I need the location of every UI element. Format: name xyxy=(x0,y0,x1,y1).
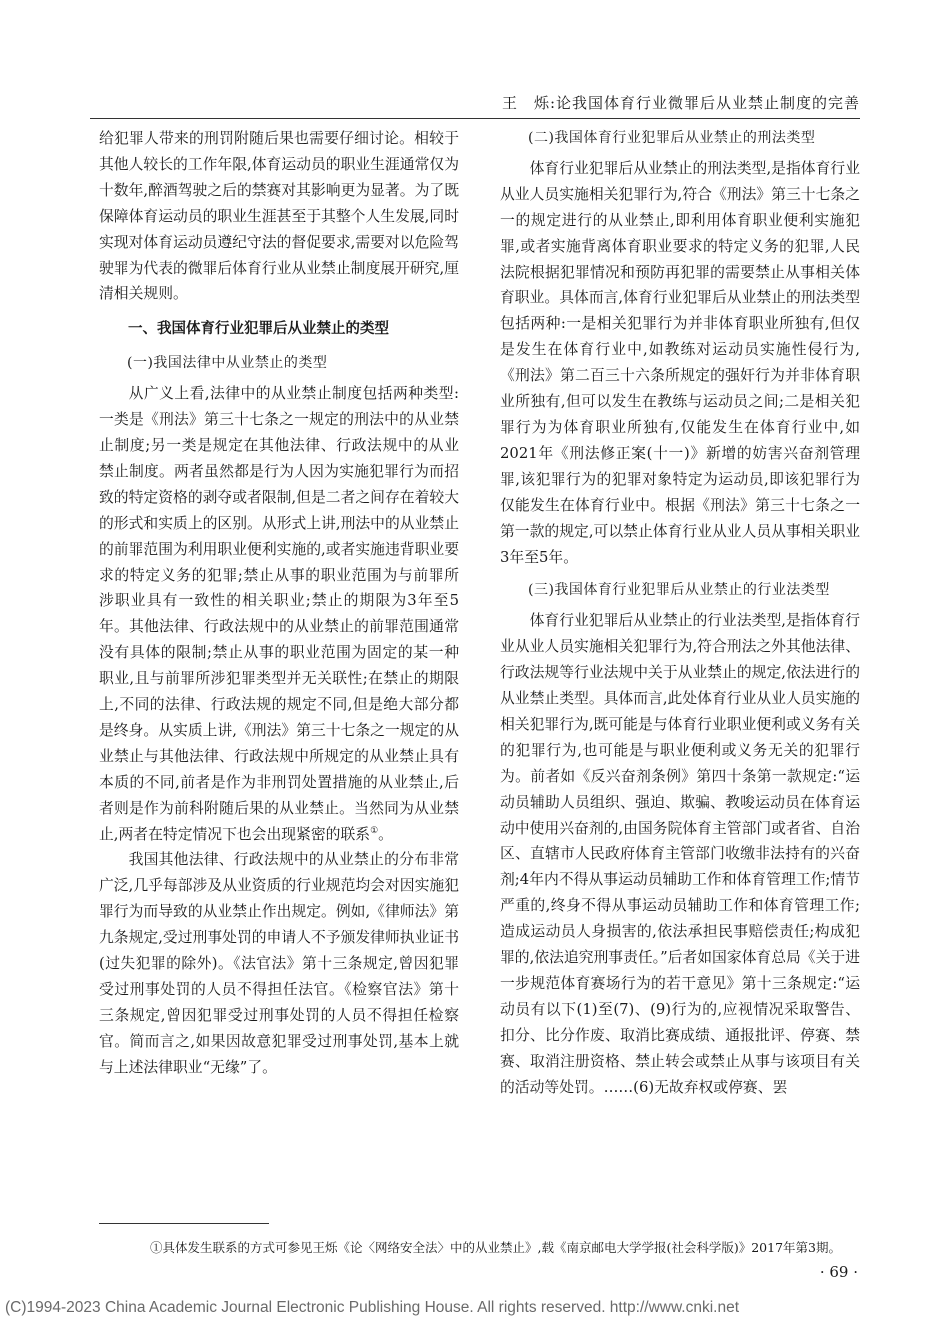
page-number: · 69 · xyxy=(819,1263,858,1281)
subsection-heading-2: (二)我国体育行业犯罪后从业禁止的刑法类型 xyxy=(528,130,816,146)
section-heading: 一、我国体育行业犯罪后从业禁止的类型 xyxy=(128,321,389,338)
running-header: 王 烁:论我国体育行业微罪后从业禁止制度的完善 xyxy=(501,94,860,112)
header-divider xyxy=(90,118,860,119)
footnote-divider xyxy=(99,1223,269,1224)
paragraph-4: 体育行业犯罪后从业禁止的刑法类型,是指体育行业从业人员实施相关犯罪行为,符合《刑法》第三十七条之一的规定进行的从业禁止,即利用体育职业便利实施犯罪,或者实施背离体育职业要求的特定义务的犯罪,人民法院根据犯罪情况和预防再犯罪的需要禁止从事相关体育职业。具体而言,体育行业犯罪后从业禁止的刑法类型包括两种:一是相关犯罪行为并非体育职业所独有,但仅是发生在体育行业中,如教练对运动员实施性侵行为,《刑法》第二百三十六条所规定的强奸行为并非体育职业所独有,但可以发生在教练与运动员之间;二是相关犯罪行为为体育职业所独有,仅能发生在体育行业中,如2021年《刑法修正案(十一)》新增的妨害兴奋剂管理罪,该犯罪行为的犯罪对象特定为运动员,即该犯罪行为仅能发生在体育行业中。根据《刑法》第三十七条之一第一款的规定,可以禁止体育行业从业人员从事相关职业3年至5年。 xyxy=(500,159,860,566)
left-column xyxy=(99,126,459,1081)
subsection-heading-3: (三)我国体育行业犯罪后从业禁止的行业法类型 xyxy=(528,582,830,599)
paragraph-2: 从广义上看,法律中的从业禁止制度包括两种类型:一类是《刑法》第三十七条之一规定的刑法中的从业禁止制度;另一类是规定在其他法律、行政法规中的从业禁止制度。两者虽然都是行为人因为实施犯罪行为而招致的特定资格的剥夺或者限制,但是二者之间存在着较大的形式和实质上的区别。从形式上讲,刑法中的从业禁止的前罪范围为利用职业便利实施的,或者实施违背职业要求的特定义务的犯罪;禁止从事的职业范围为与前罪所涉职业具有一致性的相关职业;禁止的期限为3年至5年。其他法律、行政法规中的从业禁止的前罪范围通常没有具体的限制;禁止从事的职业范围为固定的某一种职业,且与前罪所涉犯罪类型并无关联性;在禁止的期限上,不同的法律、行政法规的规定不同,但是绝大部分都是终身。从实质上讲,《刑法》第三十七条之一规定的从业禁止与其他法律、行政法规中所规定的从业禁止具有本质的不同,前者是作为非刑罚处置措施的从业禁止,后者则是作为前科附随后果的从业禁止。当然同为从业禁止,两者在特定情况下也会出现紧密的联系①。 xyxy=(99,385,459,843)
subsection-heading-1: (一)我国法律中从业禁止的类型 xyxy=(127,355,328,372)
footnote: ①具体发生联系的方式可参见王烁《论〈网络安全法〉中的从业禁止》,载《南京邮电大学学报(社会科学版)》2017年第3期。 xyxy=(150,1240,841,1255)
paragraph-1: 给犯罪人带来的刑罚附随后果也需要仔细讨论。相较于其他人较长的工作年限,体育运动员的职业生涯通常仅为十数年,醉酒驾驶之后的禁赛对其影响更为显著。为了既保障体育运动员的职业生涯甚至于其整个人生发展,同时实现对体育运动员遵纪守法的督促要求,需要对以危险驾驶罪为代表的微罪后体育行业从业禁止制度展开研究,厘清相关规则。 xyxy=(99,130,459,303)
right-column xyxy=(500,126,860,1101)
paragraph-5: 体育行业犯罪后从业禁止的行业法类型,是指体育行业从业人员实施相关犯罪行为,符合刑法之外其他法律、行政法规等行业法规中关于从业禁止的规定,依法进行的从业禁止类型。具体而言,此处体育行业从业人员实施的相关犯罪行为,既可能是与体育行业职业便利或义务有关的犯罪行为,也可能是与职业便利或义务无关的犯罪行为。前者如《反兴奋剂条例》第四十条第一款规定:“运动员辅助人员组织、强迫、欺骗、教唆运动员在体育运动中使用兴奋剂的,由国务院体育主管部门或者省、自治区、直辖市人民政府体育主管部门收缴非法持有的兴奋剂;4年内不得从事运动员辅助工作和体育管理工作;情节严重的,终身不得从事运动员辅助工作和体育管理工作;造成运动员人身损害的,依法承担民事赔偿责任;构成犯罪的,依法追究刑事责任。”后者如国家体育总局《关于进一步规范体育赛场行为的若干意见》第十三条规定:“运动员有以下(1)至(7)、(9)行为的,应视情况采取警告、扣分、比分作废、取消比赛成绩、通报批评、停赛、禁赛、取消注册资格、禁止转会或禁止从事与该项目有关的活动等处罚。……(6)无故弃权或停赛、罢 xyxy=(500,612,860,1096)
paragraph-3: 我国其他法律、行政法规中的从业禁止的分布非常广泛,几乎每部涉及从业资质的行业规范均会对因实施犯罪行为而导致的从业禁止作出规定。例如,《律师法》第九条规定,受过刑事处罚的申请人不予颁发律师执业证书(过失犯罪的除外)。《法官法》第十三条规定,曾因犯罪受过刑事处罚的人员不得担任法官。《检察官法》第十三条规定,曾因犯罪受过刑事处罚的人员不得担任检察官。简而言之,如果因故意犯罪受过刑事处罚,基本上就与上述法律职业“无缘”了。 xyxy=(99,851,459,1076)
paragraph-2-text: 从广义上看,法律中的从业禁止制度包括两种类型:一类是《刑法》第三十七条之一规定的刑法中的从业禁止制度;另一类是规定在其他法律、行政法规中的从业禁止制度。两者虽然都是行为人因为实施犯罪行为而招致的特定资格的剥夺或者限制,但是二者之间存在着较大的形式和实质上的区别。从形式上讲,刑法中的从业禁止的前罪范围为利用职业便利实施的,或者实施违背职业要求的特定义务的犯罪;禁止从事的职业范围为与前罪所涉职业具有一致性的相关职业;禁止的期限为3年至5年。其他法律、行政法规中的从业禁止的前罪范围通常没有具体的限制;禁止从事的职业范围为固定的某一种职业,且与前罪所涉犯罪类型并无关联性;在禁止的期限上,不同的法律、行政法规的规定不同,但是绝大部分都是终身。从实质上讲,《刑法》第三十七条之一规定的从业禁止与其他法律、行政法规中所规定的从业禁止具有本质的不同,前者是作为非刑罚处置措施的从业禁止,后者则是作为前科附随后果的从业禁止。当然同为从业禁止,两者在特定情况下也会出现紧密的联系 xyxy=(99,385,459,843)
copyright-notice: (C)1994-2023 China Academic Journal Electronic Publishing House. All rights reserved. http://www.cnki.net xyxy=(5,1299,740,1316)
footnote-marker[interactable]: ① xyxy=(370,825,379,836)
